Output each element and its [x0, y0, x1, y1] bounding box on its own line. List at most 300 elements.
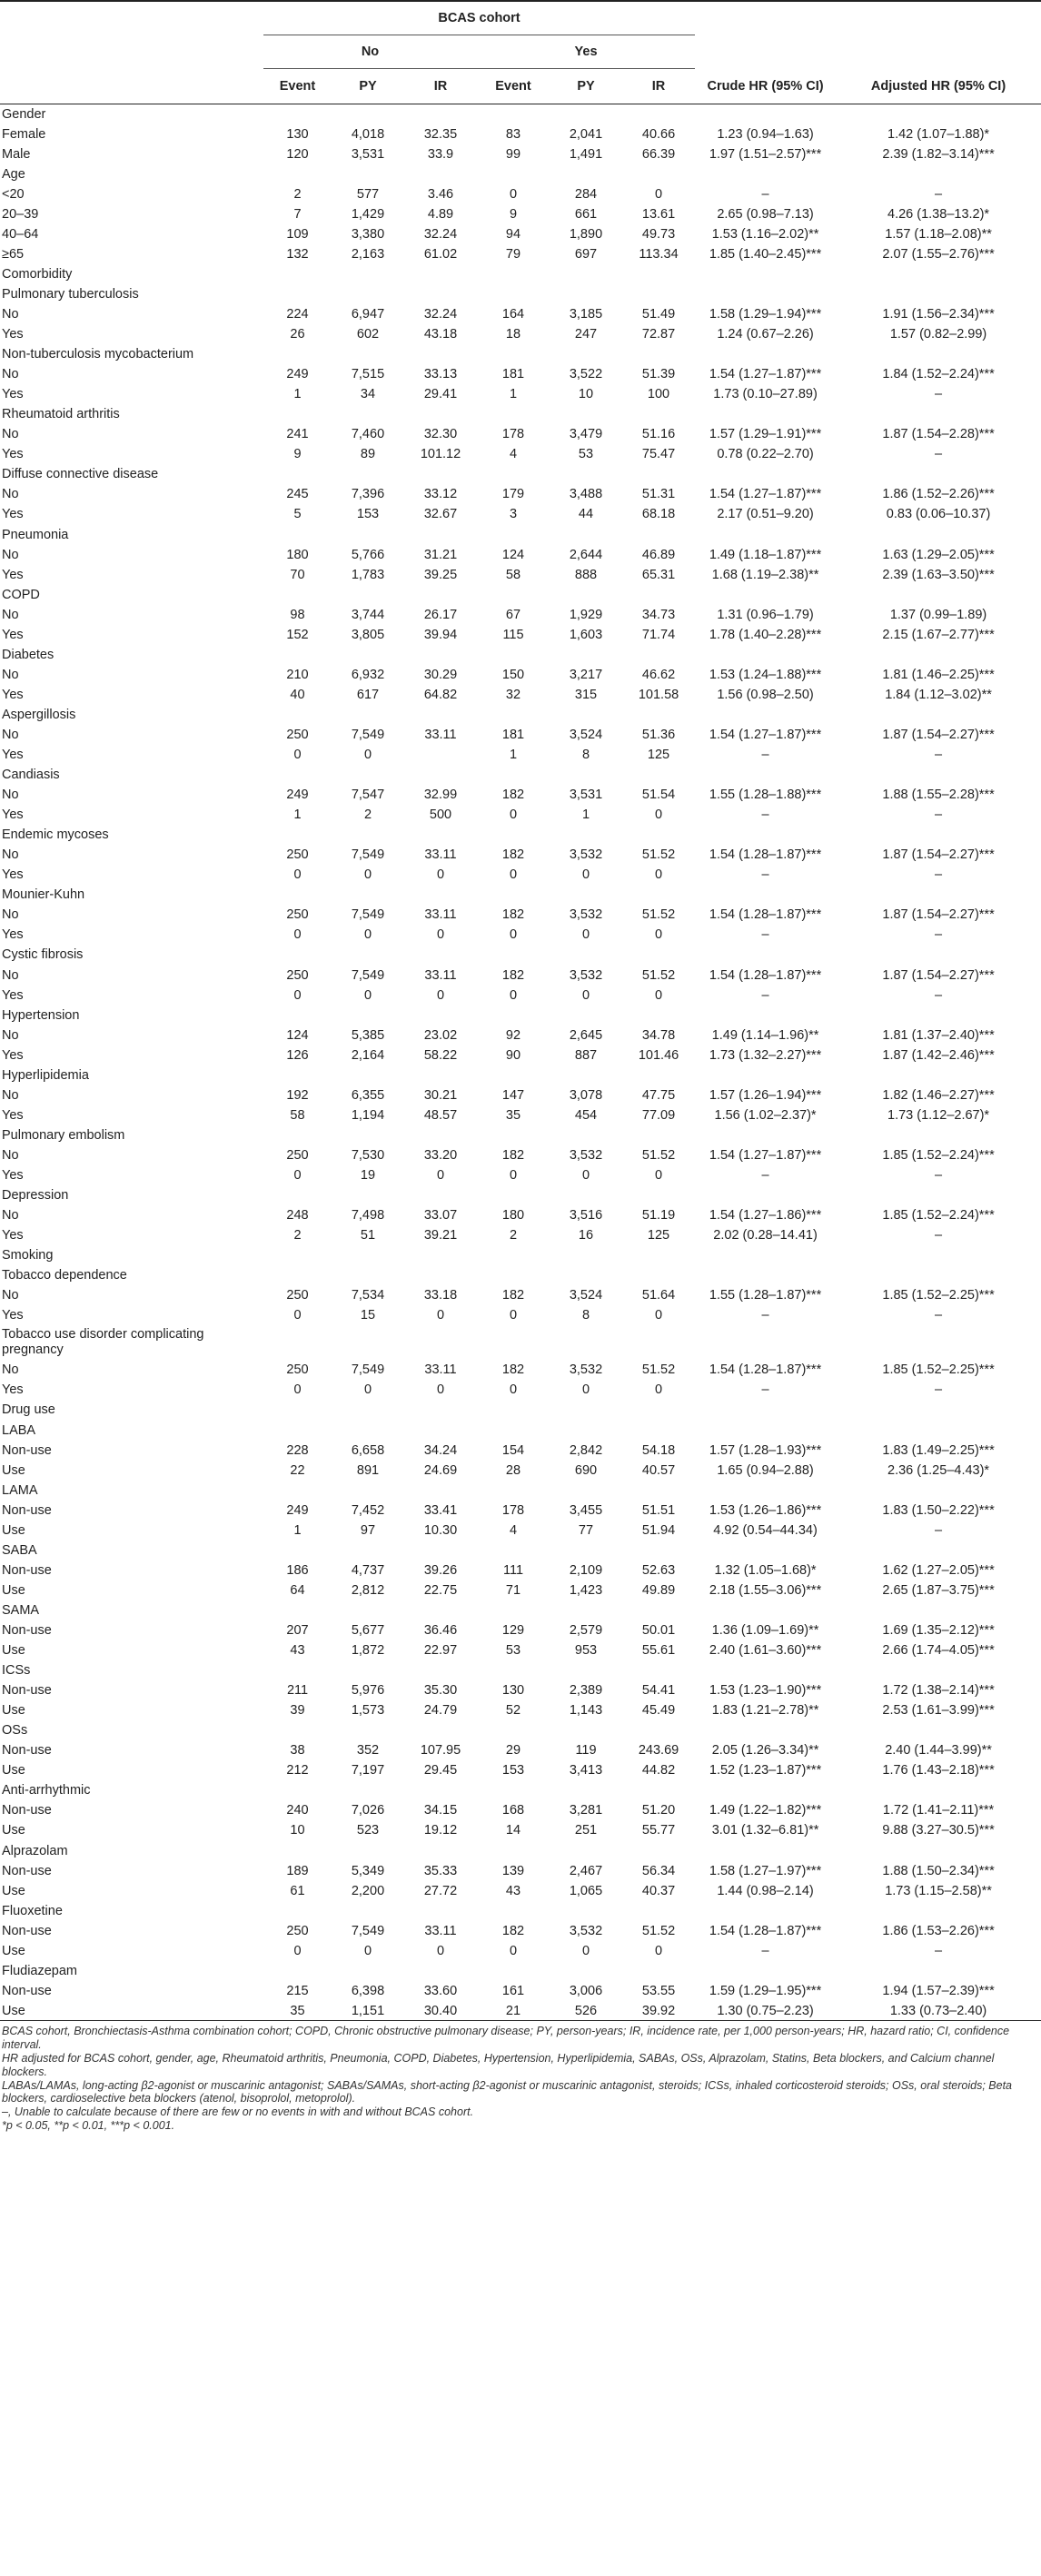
cell-event-yes: 18: [505, 327, 521, 342]
row-label: No: [2, 487, 19, 502]
cell-ir-no: 48.57: [423, 1107, 458, 1123]
cell-event-no: 248: [286, 1208, 309, 1224]
table-row: [0, 1881, 1041, 1901]
cell-adjusted-hr: 1.37 (0.99–1.89): [889, 607, 987, 622]
section-row: [0, 945, 1041, 965]
table-row: [0, 1820, 1041, 1840]
cell-crude-hr: –: [761, 1382, 769, 1398]
table-row: [0, 545, 1041, 565]
cell-event-no: 0: [293, 1168, 302, 1183]
row-label: Yes: [2, 687, 24, 702]
cell-event-yes: [477, 1600, 550, 1620]
cell-ir-no: 29.45: [423, 1763, 458, 1778]
section-label: Anti-arrhythmic: [2, 1783, 91, 1798]
section-label: Diffuse connective disease: [2, 467, 159, 482]
section-row: [0, 705, 1041, 725]
cell-crude-hr: 2.17 (0.51–9.20): [717, 507, 814, 522]
cell-ir-no: [404, 745, 477, 765]
cell-crude-hr: 1.30 (0.75–2.23): [695, 2001, 836, 2021]
cell-event-no: [263, 825, 332, 845]
cell-py-yes: [550, 1325, 622, 1360]
cell-py-yes: 0: [581, 987, 590, 1003]
cell-event-no: [263, 164, 332, 184]
cell-adjusted-hr: [836, 464, 1041, 484]
section-row: [0, 1421, 1041, 1441]
cell-crude-hr: [695, 1325, 836, 1360]
cell-event-yes: [477, 1541, 550, 1560]
cell-event-yes: 71: [505, 1582, 521, 1598]
cell-py-no: [332, 825, 404, 845]
cell-ir-yes: [622, 1400, 695, 1420]
cell-event-no: [263, 1265, 332, 1285]
cell-event-yes: 181: [501, 367, 525, 382]
cell-ir-no: 22.97: [423, 1643, 458, 1659]
cell-event-no: 98: [290, 607, 305, 622]
cell-ir-yes: [622, 945, 695, 965]
cell-adjusted-hr: [836, 1901, 1041, 1921]
cell-py-no: 2,164: [351, 1047, 385, 1063]
cell-py-no: 6,398: [351, 1983, 385, 1998]
cell-event-yes: 43: [505, 1883, 521, 1898]
cell-py-no: 15: [360, 1308, 376, 1323]
cell-py-yes: 2,645: [569, 1027, 603, 1043]
cell-ir-no: 107.95: [420, 1743, 461, 1759]
cell-py-yes: 3,185: [569, 306, 603, 322]
section-label: SABA: [2, 1542, 37, 1558]
row-label: Non-use: [2, 1622, 52, 1638]
cell-event-yes: 0: [509, 1943, 518, 1958]
cell-ir-yes: [622, 344, 695, 364]
cell-ir-yes: [622, 1660, 695, 1680]
row-label: No: [2, 1208, 19, 1224]
cell-crude-hr: [695, 1660, 836, 1680]
table-row: [0, 1680, 1041, 1700]
cell-event-yes: 154: [501, 1442, 525, 1458]
cell-py-yes: [550, 1400, 622, 1420]
cell-ir-yes: 51.52: [641, 907, 676, 923]
cell-event-no: 250: [286, 727, 309, 742]
cell-ir-no: 33.20: [423, 1147, 458, 1163]
cell-py-no: 1,783: [351, 567, 385, 582]
footnote: LABAs/LAMAs, long-acting β2-agonist or muscarinic antagonist; SABAs/SAMAs, short-acting β2-agonist or muscarinic antagonist, steroids; ICSs, inhaled corticosteroid steroids; OSs, oral steroids; Beta blockers, cardioselective beta blockers (atenol, bisoprolol, metoprolol).: [2, 2078, 1012, 2105]
cell-py-no: 6,355: [351, 1087, 385, 1103]
cell-event-no: [263, 1961, 332, 1981]
cell-event-yes: [477, 1185, 550, 1205]
cell-event-yes: 94: [505, 226, 521, 242]
cell-adjusted-hr: [836, 1660, 1041, 1680]
cell-adjusted-hr: 1.82 (1.46–2.27)***: [882, 1087, 995, 1103]
cell-ir-no: 64.82: [423, 687, 458, 702]
cell-py-yes: [550, 464, 622, 484]
cell-adjusted-hr: 1.63 (1.29–2.05)***: [882, 547, 995, 562]
cell-py-yes: 887: [574, 1047, 598, 1063]
cell-py-yes: 3,217: [569, 667, 603, 682]
cell-py-no: [332, 164, 404, 184]
table-row: [0, 1085, 1041, 1105]
cell-event-yes: [477, 1481, 550, 1501]
header-blank-5: [695, 35, 836, 69]
cell-ir-yes: 40.66: [641, 126, 676, 142]
cell-event-yes: 180: [501, 1208, 525, 1224]
cell-crude-hr: 1.54 (1.27–1.86)***: [709, 1208, 822, 1224]
cell-event-yes: [477, 1961, 550, 1981]
cell-py-yes: 44: [578, 507, 594, 522]
cell-event-yes: [477, 705, 550, 725]
row-label: No: [2, 667, 19, 682]
section-label: Fluoxetine: [2, 1903, 63, 1918]
cell-adjusted-hr: 1.86 (1.53–2.26)***: [882, 1923, 995, 1938]
cell-py-yes: [550, 585, 622, 605]
cell-crude-hr: [695, 1065, 836, 1085]
cell-py-no: 7,396: [351, 487, 385, 502]
cell-ir-yes: 45.49: [641, 1703, 676, 1719]
cell-event-yes: 111: [502, 1562, 524, 1578]
row-label: No: [2, 427, 19, 442]
header-ir-yes: IR: [622, 69, 695, 104]
header-blank-3: [836, 1, 1041, 35]
cell-adjusted-hr: 2.66 (1.74–4.05)***: [882, 1643, 995, 1659]
cell-adjusted-hr: 1.85 (1.52–2.24)***: [882, 1208, 995, 1224]
table-row: [0, 986, 1041, 1006]
cell-event-yes: 0: [509, 927, 518, 943]
cell-ir-yes: 51.54: [641, 788, 676, 803]
cell-crude-hr: 4.92 (0.54–44.34): [713, 1522, 818, 1538]
header-ir-no: IR: [404, 69, 477, 104]
cell-py-yes: 0: [581, 867, 590, 883]
table-row: [0, 665, 1041, 685]
section-row: [0, 1065, 1041, 1085]
cell-py-no: 34: [360, 387, 376, 402]
cell-event-yes: 150: [501, 667, 525, 682]
row-label: 20–39: [2, 206, 39, 222]
section-label: Cystic fibrosis: [2, 947, 84, 963]
cell-ir-no: 33.18: [423, 1288, 458, 1303]
cell-event-no: [263, 1541, 332, 1560]
row-label: Use: [2, 1883, 25, 1898]
cell-crude-hr: 1.85 (1.40–2.45)***: [709, 246, 822, 262]
cell-ir-no: [404, 404, 477, 424]
section-label: Pulmonary embolism: [2, 1127, 125, 1143]
table-row: [0, 1360, 1041, 1380]
cell-py-no: [332, 344, 404, 364]
cell-ir-yes: 0: [654, 1168, 663, 1183]
row-label: No: [2, 1087, 19, 1103]
table-row: [0, 685, 1041, 705]
row-label: Yes: [2, 327, 24, 342]
header-crude-hr: Crude HR (95% CI): [695, 69, 836, 104]
cell-event-no: [263, 344, 332, 364]
section-label: LAMA: [2, 1482, 38, 1498]
cell-adjusted-hr: 2.53 (1.61–3.99)***: [882, 1703, 995, 1719]
cell-event-yes: 3: [509, 507, 518, 522]
cell-crude-hr: 1.52 (1.23–1.87)***: [709, 1763, 822, 1778]
table-row: [0, 424, 1041, 444]
cell-py-no: [332, 284, 404, 304]
cell-ir-yes: 0: [654, 867, 663, 883]
cell-event-no: [263, 1400, 332, 1420]
cell-event-yes: [477, 885, 550, 905]
cell-py-no: [332, 1421, 404, 1441]
cell-crude-hr: 1.57 (1.29–1.91)***: [709, 427, 822, 442]
cell-event-no: 186: [286, 1562, 309, 1578]
section-label: Hypertension: [2, 1007, 80, 1023]
cell-crude-hr: [695, 1600, 836, 1620]
cell-crude-hr: [695, 705, 836, 725]
cell-adjusted-hr: 0.83 (0.06–10.37): [886, 507, 991, 522]
cell-adjusted-hr: –: [935, 186, 943, 202]
cell-crude-hr: –: [761, 1308, 769, 1323]
section-label: Alprazolam: [2, 1843, 68, 1858]
cell-event-yes: 0: [509, 1382, 518, 1398]
cell-crude-hr: [695, 344, 836, 364]
cell-adjusted-hr: 1.85 (1.52–2.24)***: [882, 1147, 995, 1163]
cell-event-yes: [477, 1065, 550, 1085]
cell-ir-no: 32.35: [423, 126, 458, 142]
cell-ir-no: 39.26: [423, 1562, 458, 1578]
section-row: [0, 104, 1041, 124]
cell-py-yes: [550, 945, 622, 965]
cell-crude-hr: –: [761, 186, 769, 202]
cell-event-yes: [477, 945, 550, 965]
cell-event-yes: 35: [505, 1107, 521, 1123]
section-row: [0, 344, 1041, 364]
cell-py-yes: 0: [581, 1168, 590, 1183]
cell-adjusted-hr: [836, 1245, 1041, 1265]
cell-event-no: 126: [286, 1047, 309, 1063]
cell-event-no: 2: [293, 1228, 302, 1243]
cell-event-no: [263, 1185, 332, 1205]
cell-py-yes: 3,281: [569, 1803, 603, 1818]
cell-py-no: [332, 404, 404, 424]
cell-py-yes: 661: [574, 206, 598, 222]
cell-py-no: [332, 1065, 404, 1085]
cell-ir-no: 33.11: [424, 727, 457, 742]
cell-ir-no: 30.21: [423, 1087, 458, 1103]
section-row: [0, 1125, 1041, 1145]
row-label: Non-use: [2, 1803, 52, 1818]
cell-event-yes: 99: [505, 146, 521, 162]
cell-ir-no: 33.60: [423, 1983, 458, 1998]
cell-py-yes: 3,531: [569, 788, 603, 803]
cell-crude-hr: [695, 1421, 836, 1441]
cell-event-yes: 32: [505, 687, 521, 702]
cell-crude-hr: 1.54 (1.27–1.87)***: [709, 487, 822, 502]
cell-ir-yes: [622, 1325, 695, 1360]
cell-py-no: 1,429: [351, 206, 385, 222]
cell-ir-yes: [622, 1185, 695, 1205]
cell-ir-no: 43.18: [423, 327, 458, 342]
cell-ir-no: [404, 1325, 477, 1360]
cell-ir-yes: 0: [654, 1308, 663, 1323]
cell-ir-yes: 71.74: [641, 627, 676, 642]
cell-event-yes: 115: [502, 627, 524, 642]
cell-ir-no: 36.46: [423, 1622, 458, 1638]
cell-ir-yes: 50.01: [641, 1622, 676, 1638]
cell-adjusted-hr: –: [935, 1522, 943, 1538]
cell-adjusted-hr: 2.39 (1.82–3.14)***: [882, 146, 995, 162]
row-label: 40–64: [2, 226, 39, 242]
table-row: [0, 124, 1041, 144]
cell-event-no: [263, 1006, 332, 1025]
table-row: [0, 144, 1041, 164]
cell-adjusted-hr: [836, 825, 1041, 845]
cell-py-no: 7,549: [351, 1362, 385, 1378]
cell-ir-yes: [622, 1600, 695, 1620]
cell-event-no: [263, 1600, 332, 1620]
cell-ir-yes: [622, 1961, 695, 1981]
cell-event-yes: [477, 765, 550, 785]
section-row: [0, 1481, 1041, 1501]
cell-event-yes: [477, 1720, 550, 1740]
cell-py-no: 2,163: [351, 246, 385, 262]
cell-event-no: 192: [286, 1087, 309, 1103]
cell-ir-no: 35.33: [423, 1863, 458, 1878]
table-row: [0, 1560, 1041, 1580]
cell-adjusted-hr: [836, 945, 1041, 965]
row-label: No: [2, 1027, 19, 1043]
section-row: [0, 1720, 1041, 1740]
cell-ir-no: 33.41: [423, 1502, 458, 1518]
cell-ir-no: 39.94: [423, 627, 458, 642]
row-label: No: [2, 907, 19, 923]
cell-ir-no: [404, 1541, 477, 1560]
cell-py-no: [332, 1660, 404, 1680]
cell-event-yes: 179: [501, 487, 525, 502]
cell-adjusted-hr: [836, 1840, 1041, 1860]
cell-ir-no: [404, 1780, 477, 1800]
cell-adjusted-hr: [836, 404, 1041, 424]
cell-event-no: 250: [286, 907, 309, 923]
cell-py-no: [332, 1325, 404, 1360]
row-label: No: [2, 967, 19, 983]
cell-event-no: [263, 1125, 332, 1145]
cell-ir-no: [404, 1961, 477, 1981]
section-row: [0, 1600, 1041, 1620]
cell-event-no: 250: [286, 1147, 309, 1163]
row-label: Yes: [2, 927, 24, 943]
cell-ir-yes: [622, 264, 695, 284]
cell-adjusted-hr: [836, 1325, 1041, 1360]
cell-crude-hr: 1.49 (1.14–1.96)**: [711, 1027, 819, 1043]
cell-event-yes: 4: [509, 1522, 518, 1538]
cell-event-no: [263, 284, 332, 304]
section-label: Hyperlipidemia: [2, 1067, 89, 1083]
cell-ir-no: 0: [436, 1382, 445, 1398]
cell-event-yes: 147: [501, 1087, 525, 1103]
cell-event-yes: 4: [509, 447, 518, 462]
section-row: [0, 264, 1041, 284]
cell-ir-yes: 0: [654, 186, 663, 202]
cell-py-no: 1,872: [351, 1643, 385, 1659]
section-label: Pulmonary tuberculosis: [2, 286, 139, 302]
section-label: Age: [2, 166, 25, 182]
cell-crude-hr: –: [761, 867, 769, 883]
cell-ir-yes: 34.78: [641, 1027, 676, 1043]
cell-py-no: [332, 1840, 404, 1860]
cell-py-yes: [550, 1245, 622, 1265]
cell-py-yes: 3,455: [569, 1502, 603, 1518]
table-footnotes: [0, 2021, 1041, 2132]
section-label: Aspergillosis: [2, 707, 76, 722]
cell-py-no: [332, 1961, 404, 1981]
cell-adjusted-hr: –: [935, 1382, 943, 1398]
cell-adjusted-hr: –: [935, 748, 943, 763]
cell-event-yes: 182: [501, 1923, 525, 1938]
cell-ir-yes: 100: [647, 387, 670, 402]
cell-event-yes: 79: [505, 246, 521, 262]
table-header: [0, 1, 1041, 104]
cell-adjusted-hr: 9.88 (3.27–30.5)***: [882, 1823, 995, 1838]
table-row: [0, 845, 1041, 865]
cell-crude-hr: 1.55 (1.28–1.88)***: [709, 788, 822, 803]
cell-py-no: 7,197: [351, 1763, 385, 1778]
cell-py-no: 891: [356, 1462, 380, 1478]
cell-py-no: 7,549: [351, 967, 385, 983]
cell-ir-no: [404, 1400, 477, 1420]
cell-ir-yes: 51.52: [641, 847, 676, 863]
cell-ir-yes: 53.55: [641, 1983, 676, 1998]
cell-py-yes: 251: [574, 1823, 598, 1838]
cell-py-no: [332, 524, 404, 544]
cell-crude-hr: 1.53 (1.16–2.02)**: [711, 226, 819, 242]
cell-crude-hr: 1.78 (1.40–2.28)***: [709, 627, 822, 642]
cell-event-yes: 168: [501, 1803, 525, 1818]
cell-event-no: [263, 765, 332, 785]
table-row: [0, 1225, 1041, 1245]
cell-adjusted-hr: [836, 705, 1041, 725]
cell-ir-yes: 51.94: [641, 1522, 676, 1538]
cell-ir-yes: 51.31: [641, 487, 676, 502]
row-label: ≥65: [2, 246, 25, 262]
row-label: Yes: [2, 567, 24, 582]
cell-crude-hr: 1.55 (1.28–1.87)***: [709, 1288, 822, 1303]
cell-py-yes: 3,532: [569, 1923, 603, 1938]
cell-ir-yes: 101.46: [638, 1047, 679, 1063]
cell-event-no: [263, 1720, 332, 1740]
header-blank-7: [0, 69, 263, 104]
cell-py-no: 0: [363, 867, 372, 883]
cell-event-yes: 92: [505, 1027, 521, 1043]
cell-ir-no: 33.12: [423, 487, 458, 502]
cell-ir-yes: [622, 1265, 695, 1285]
cell-adjusted-hr: [836, 284, 1041, 304]
section-label: SAMA: [2, 1602, 40, 1618]
cell-adjusted-hr: 1.57 (0.82–2.99): [889, 327, 987, 342]
cell-adjusted-hr: 1.72 (1.41–2.11)***: [882, 1803, 995, 1818]
cell-adjusted-hr: [836, 164, 1041, 184]
cell-adjusted-hr: [836, 885, 1041, 905]
cell-crude-hr: [695, 1400, 836, 1420]
cell-event-yes: [477, 1660, 550, 1680]
cell-crude-hr: [695, 945, 836, 965]
cell-adjusted-hr: 1.87 (1.54–2.27)***: [882, 907, 995, 923]
cell-adjusted-hr: [836, 1400, 1041, 1420]
cell-ir-yes: 125: [647, 748, 670, 763]
section-row: [0, 1840, 1041, 1860]
cell-crude-hr: 1.54 (1.28–1.87)***: [709, 1923, 822, 1938]
cell-event-no: [263, 1901, 332, 1921]
cell-ir-yes: [622, 1840, 695, 1860]
cell-event-yes: 182: [501, 788, 525, 803]
row-label: Use: [2, 1522, 25, 1538]
cell-event-no: 249: [286, 367, 309, 382]
row-label: No: [2, 1147, 19, 1163]
cell-py-no: 1,151: [332, 2001, 404, 2021]
section-label: Tobacco use disorder complicating pregnancy: [2, 1327, 204, 1358]
cell-py-no: 19: [360, 1168, 376, 1183]
cell-ir-yes: [622, 1065, 695, 1085]
cell-py-yes: 315: [574, 687, 598, 702]
